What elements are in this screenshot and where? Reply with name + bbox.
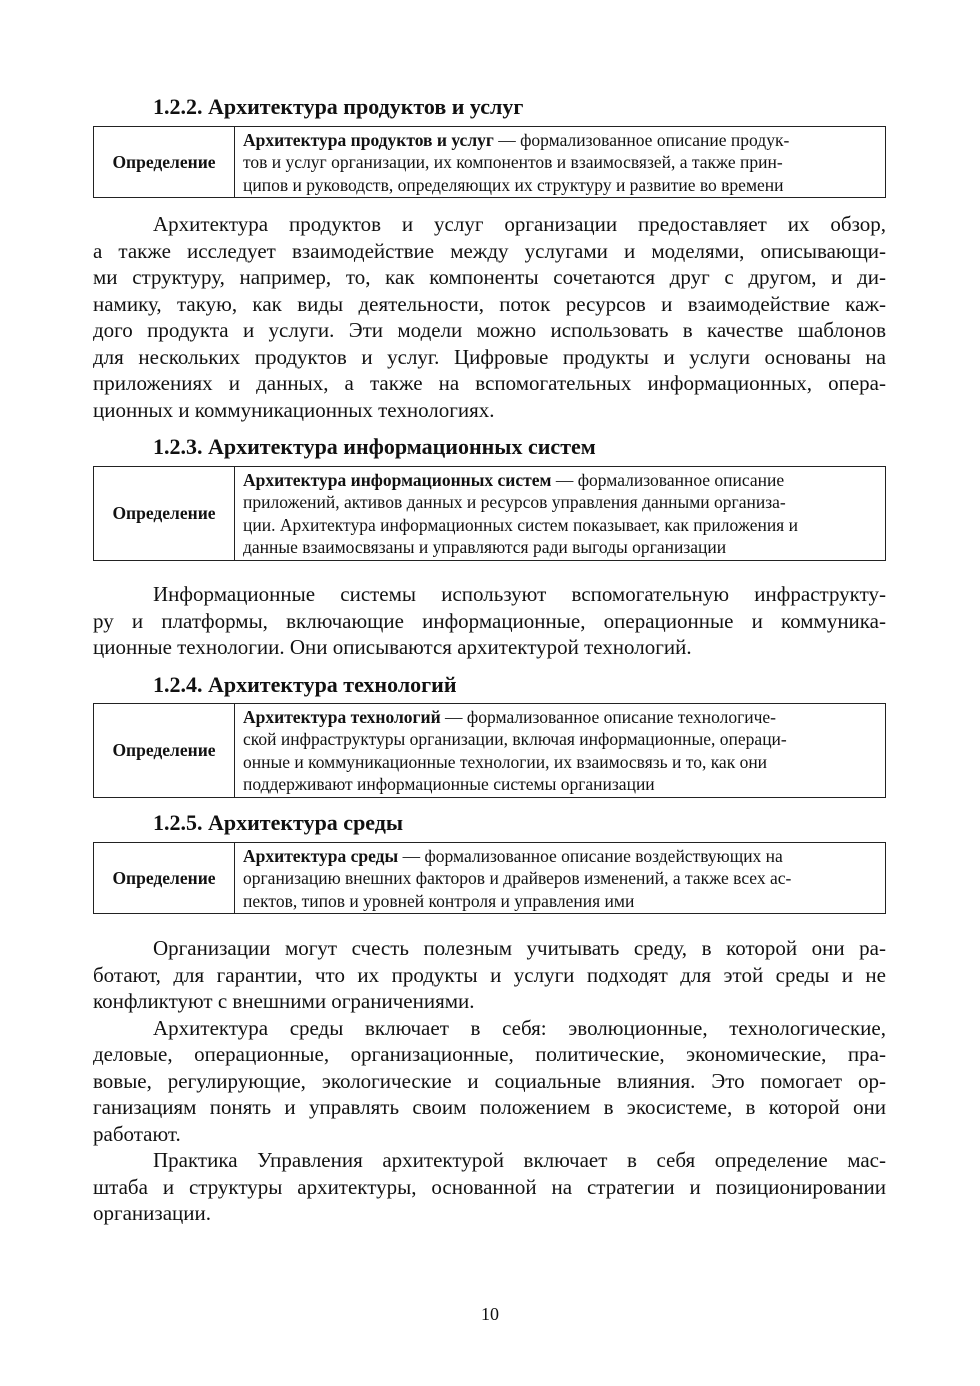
definition-text: [235, 704, 885, 797]
definition-term: Архитектура информационных систем: [243, 470, 552, 490]
paragraph-line: конфликтуют с внешними ограничениями.: [93, 989, 475, 1013]
paragraph-line: приложениях и данных, а также на вспомогательных информационных, опера-: [93, 371, 886, 395]
paragraph-line: ботают, для гарантии, что их продукты и услуги подходят для этой среды и не: [93, 962, 886, 987]
definition-line: данные взаимосвязаны и управляются ради выгоды организации: [243, 536, 727, 557]
definition-line: Архитектура среды — формализованное описание воздействующих на: [243, 846, 783, 866]
paragraph-line: деловые, операционные, организационные, политические, экономические, пра-: [93, 1042, 886, 1066]
section-heading-1-2-2: 1.2.2. Архитектура продуктов и услуг: [153, 94, 524, 119]
paragraph-line: для нескольких продуктов и услуг. Цифровые продукты и услуги основаны на: [93, 344, 886, 369]
paragraph-line: работают.: [93, 1121, 181, 1146]
page-number: 10: [481, 1304, 499, 1324]
definition-term: Архитектура среды: [243, 846, 399, 866]
paragraph-line: вовые, регулирующие, экологические и социальные влияния. Это помогает ор-: [93, 1068, 886, 1093]
definition-term: Архитектура технологий: [243, 707, 441, 727]
paragraph-line: Архитектура среды включает в себя: эволюционные, технологические,: [153, 1015, 886, 1040]
definition-line: поддерживают информационные системы организации: [243, 773, 655, 794]
definition-box-1-2-3: [93, 466, 886, 561]
definition-line: Архитектура информационных систем — формализованное описание: [243, 470, 785, 490]
paragraph-line: Архитектура продуктов и услуг организации предоставляет их обзор,: [153, 212, 886, 236]
paragraph-line: дого продукта и услуги. Эти модели можно использовать в качестве шаблонов: [93, 318, 886, 342]
definition-term: Архитектура продуктов и услуг: [243, 130, 494, 150]
definition-box-1-2-5: [93, 842, 886, 914]
paragraph-line: штаба и структуры архитектуры, основанной на стратегии и позиционировании: [93, 1174, 886, 1199]
definition-text: [235, 843, 885, 913]
paragraph-line: намику, такую, как виды деятельности, поток ресурсов и взаимодействие каж-: [93, 291, 886, 316]
definition-line: ской инфраструктуры организации, включая информационные, операци-: [243, 729, 787, 750]
paragraph-line: Практика Управления архитектурой включает в себя определение мас-: [153, 1148, 886, 1172]
paragraph-line: ционные технологии. Они описываются архитектурой технологий.: [93, 635, 692, 659]
paragraph-line: Информационные системы используют вспомогательную инфраструкту-: [153, 582, 886, 606]
paragraph: [93, 935, 886, 1227]
section-heading-1-2-5: 1.2.5. Архитектура среды: [153, 810, 404, 835]
section-heading-1-2-3: 1.2.3. Архитектура информационных систем: [153, 434, 596, 459]
paragraph-line: а также исследует взаимодействие между услугами и моделями, описывающи-: [93, 238, 886, 263]
paragraph-line: ганизациям понять и управлять своим положением в экосистеме, в которой они: [93, 1095, 886, 1119]
paragraph-line: организации.: [93, 1201, 211, 1225]
definition-line: ципов и руководств, определяющих их структуру и развитие во времени: [243, 174, 784, 195]
paragraph-line: Организации могут счесть полезным учитывать среду, в которой они ра-: [153, 936, 886, 960]
paragraph: [93, 211, 886, 423]
definition-line: онные и коммуникационные технологии, их взаимосвязь и то, как они: [243, 751, 768, 772]
definition-line: Архитектура технологий — формализованное описание технологиче-: [243, 707, 777, 727]
definition-text: [235, 467, 885, 560]
section-heading-1-2-4: 1.2.4. Архитектура технологий: [153, 672, 457, 697]
definition-label: Определение: [94, 843, 235, 913]
definition-line: приложений, активов данных и ресурсов управления данными организа-: [243, 492, 786, 513]
definition-line: ции. Архитектура информационных систем показывает, как приложения и: [243, 514, 798, 535]
paragraph: [93, 581, 886, 661]
paragraph-line: ционных и коммуникационных технологиях.: [93, 397, 495, 422]
definition-box-1-2-2: [93, 126, 886, 198]
definition-line: Архитектура продуктов и услуг — формализованное описание продук-: [243, 130, 790, 150]
definition-label: Определение: [94, 127, 235, 197]
definition-text: [235, 127, 885, 197]
paragraph-line: ру и платформы, включающие информационные, операционные и коммуника-: [93, 608, 886, 633]
definition-label: Определение: [94, 467, 235, 560]
definition-line: тов и услуг организации, их компонентов и взаимосвязей, а также прин-: [243, 152, 783, 173]
definition-box-1-2-4: [93, 703, 886, 798]
definition-line: организацию внешних факторов и драйверов изменений, а также всех ас-: [243, 868, 792, 889]
definition-line: пектов, типов и уровней контроля и управления ими: [243, 890, 635, 911]
paragraph-line: ми структуру, например, то, как компоненты сочетаются друг с другом, и ди-: [93, 265, 886, 289]
definition-label: Определение: [94, 704, 235, 797]
